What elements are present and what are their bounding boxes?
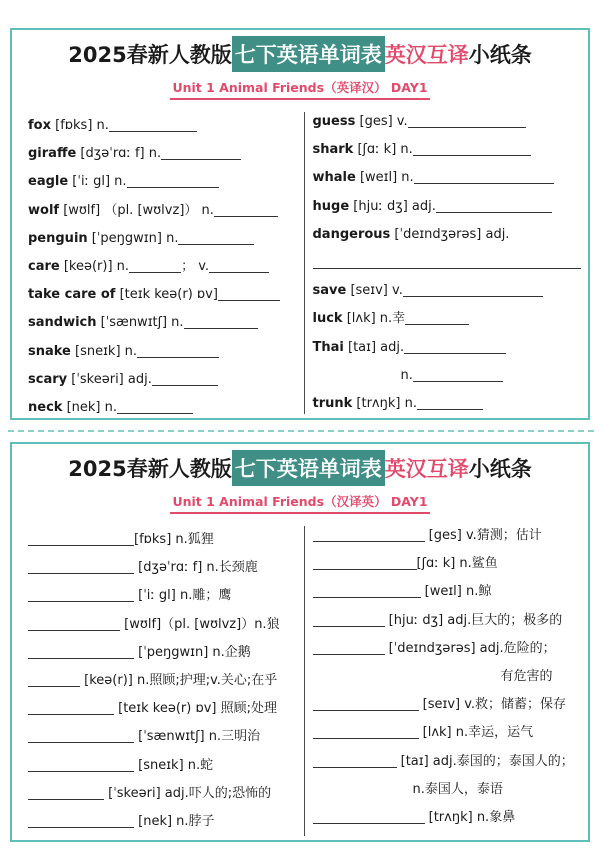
vocab-row: [lʌk] n.幸运，运气 (313, 719, 589, 747)
card-title (12, 30, 588, 78)
vocab-grid (12, 522, 588, 840)
vocab-row: giraffe [dʒəˈrɑː f] n. (28, 140, 304, 168)
answer-blank[interactable] (413, 365, 503, 382)
english-to-chinese-card (10, 28, 590, 420)
answer-blank[interactable] (417, 393, 483, 410)
vocab-row: shark [ʃɑː k] n. (313, 136, 589, 164)
vocab-row: scary [ˈskeəri] adj. (28, 366, 304, 394)
vocab-column-right (305, 522, 589, 840)
answer-blank[interactable] (218, 284, 280, 301)
vocab-row: neck [nek] n. (28, 394, 304, 422)
vocab-row: penguin [ˈpeŋgwɪn] n. (28, 225, 304, 253)
answer-blank[interactable] (313, 610, 385, 627)
vocab-row: luck [lʌk] n.幸 (313, 305, 589, 333)
answer-blank[interactable] (184, 312, 258, 329)
card-subtitle: Unit 1 Animal Friends（英译汉） DAY1 (12, 78, 588, 98)
answer-blank[interactable] (214, 200, 278, 217)
answer-blank[interactable] (129, 256, 181, 273)
vocab-row: eagle [ˈiː gl] n. (28, 168, 304, 196)
answer-blank[interactable] (413, 139, 531, 156)
cut-line (8, 430, 594, 432)
title-highlight: 七下英语单词表 (232, 36, 385, 72)
answer-blank[interactable] (28, 585, 134, 602)
answer-blank[interactable] (313, 751, 397, 768)
vocab-row: [trʌŋk] n.象鼻 (313, 804, 589, 832)
vocab-row: guess [ges] v. (313, 108, 589, 136)
vocab-row: [teɪk keə(r) ɒv] 照顾;处理 (28, 695, 304, 723)
vocab-row: [ges] v.猜测；估计 (313, 522, 589, 550)
vocab-row: [hjuː dʒ] adj.巨大的；极多的 (313, 607, 589, 635)
vocab-row: [fɒks] n.狐狸 (28, 526, 304, 554)
answer-blank[interactable] (152, 369, 218, 386)
answer-blank[interactable] (178, 228, 254, 245)
vocab-row: care [keə(r)] n. ； v. (28, 253, 304, 281)
vocab-row: n. (313, 362, 589, 390)
answer-blank[interactable] (414, 167, 554, 184)
answer-blank[interactable] (127, 171, 219, 188)
answer-blank[interactable] (403, 280, 543, 297)
answer-blank[interactable] (28, 811, 134, 828)
answer-blank[interactable] (28, 529, 134, 546)
vocab-row: sandwich [ˈsænwɪtʃ] n. (28, 309, 304, 337)
vocab-row: [sneɪk] n.蛇 (28, 752, 304, 780)
vocab-column-left (12, 112, 305, 414)
vocab-row: [ˈpeŋgwɪn] n.企鹅 (28, 639, 304, 667)
vocab-row: [nek] n.脖子 (28, 808, 304, 836)
vocab-row: [wʊlf]（pl. [wʊlvz]）n.狼 (28, 611, 304, 639)
vocab-row: fox [fɒks] n. (28, 112, 304, 140)
answer-blank[interactable] (28, 783, 104, 800)
vocab-row: dangerous [ˈdeɪndʒərəs] adj. (312, 226, 510, 242)
answer-blank[interactable] (28, 614, 120, 631)
title-translate: 英汉互译 (384, 43, 469, 67)
vocab-row: n.泰国人，泰语 (412, 781, 503, 797)
answer-blank[interactable] (436, 196, 552, 213)
answer-blank[interactable] (28, 557, 134, 574)
vocab-row: snake [sneɪk] n. (28, 338, 304, 366)
vocab-row: [taɪ] adj.泰国的；泰国人的； (313, 748, 589, 776)
answer-blank[interactable] (137, 341, 219, 358)
vocab-grid (12, 108, 588, 418)
answer-blank[interactable] (313, 252, 581, 269)
vocab-row: whale [weɪl] n. (313, 164, 589, 192)
answer-blank[interactable] (404, 337, 506, 354)
vocab-row: save [seɪv] v. (313, 277, 589, 305)
answer-blank[interactable] (28, 642, 134, 659)
vocab-row: huge [hjuː dʒ] adj. (313, 193, 589, 221)
answer-blank[interactable] (313, 722, 419, 739)
vocab-row (313, 249, 589, 277)
answer-blank[interactable] (28, 755, 134, 772)
title-edition: 2025春新人教版 (68, 43, 232, 67)
vocab-row: [dʒəˈrɑː f] n.长颈鹿 (28, 554, 304, 582)
vocab-row: Thai [taɪ] adj. (313, 334, 589, 362)
vocab-column-right (305, 108, 589, 418)
vocab-row: [ˈdeɪndʒərəs] adj.危险的； (313, 635, 589, 663)
answer-blank[interactable] (117, 397, 193, 414)
answer-blank[interactable] (313, 581, 421, 598)
answer-blank[interactable] (313, 525, 425, 542)
answer-blank[interactable] (313, 553, 417, 570)
vocab-row: 有危害的 (500, 668, 553, 684)
vocab-row: take care of [teɪk keə(r) ɒv] (28, 281, 304, 309)
vocab-row: trunk [trʌŋk] n. (313, 390, 589, 418)
answer-blank[interactable] (28, 698, 114, 715)
answer-blank[interactable] (28, 670, 80, 687)
card-subtitle: Unit 1 Animal Friends（汉译英） DAY1 (12, 492, 588, 512)
answer-blank[interactable] (28, 726, 134, 743)
vocab-row: [ˈiː gl] n.雕；鹰 (28, 582, 304, 610)
vocab-column-left (12, 526, 305, 836)
vocab-row: [ˈskeəri] adj.吓人的;恐怖的 (28, 780, 304, 808)
chinese-to-english-card (10, 442, 590, 842)
vocab-row: [ʃɑː k] n.鲨鱼 (313, 550, 589, 578)
answer-blank[interactable] (209, 256, 269, 273)
answer-blank[interactable] (313, 694, 419, 711)
card-title: 2025春新人教版 七下英语单词表 英汉互译 小纸条 (12, 444, 588, 492)
title-note: 小纸条 (468, 43, 532, 67)
answer-blank[interactable] (313, 638, 385, 655)
answer-blank[interactable] (405, 308, 469, 325)
vocab-row: [keə(r)] n.照顾;护理;v.关心;在乎 (28, 667, 304, 695)
answer-blank[interactable] (313, 807, 425, 824)
vocab-row: wolf [wʊlf] （pl. [wʊlvz]） n. (28, 197, 304, 225)
answer-blank[interactable] (161, 143, 241, 160)
vocab-row: [weɪl] n.鲸 (313, 578, 589, 606)
answer-blank[interactable] (109, 115, 197, 132)
vocab-row: [ˈsænwɪtʃ] n.三明治 (28, 723, 304, 751)
vocab-row: [seɪv] v.救；储蓄；保存 (313, 691, 589, 719)
answer-blank[interactable] (408, 111, 526, 128)
